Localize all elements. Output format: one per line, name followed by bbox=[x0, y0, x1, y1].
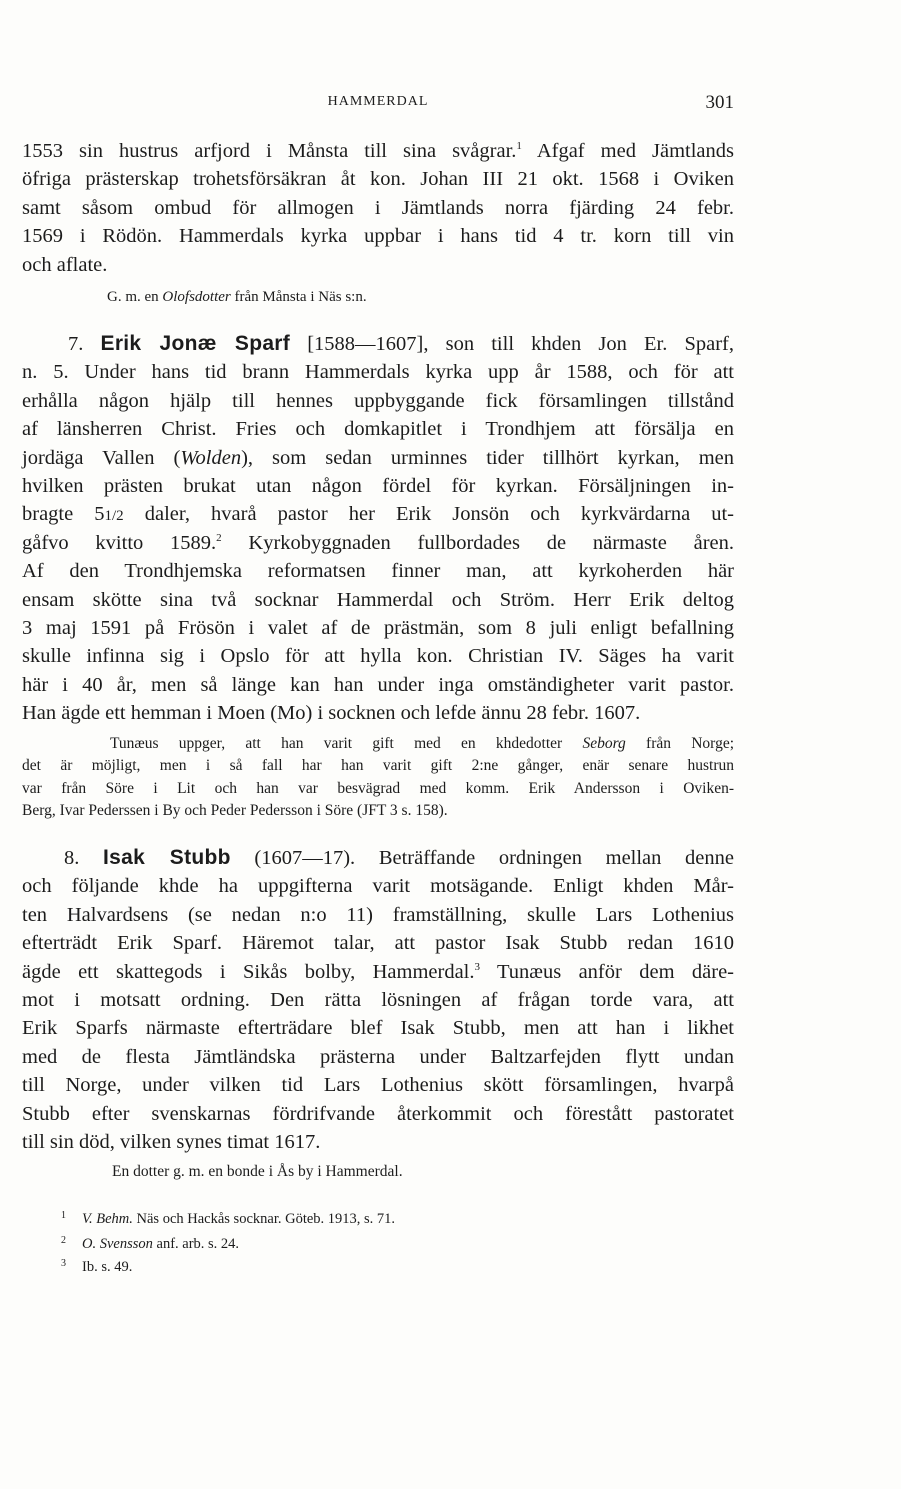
text-line: En dotter g. m. en bonde i Ås by i Hammerdal. bbox=[112, 1163, 403, 1180]
entry-7 bbox=[22, 330, 734, 727]
text-line: skulle infinna sig i Opslo för att hylla kon. Christian IV. Säges ha varit bbox=[22, 645, 734, 668]
marriage-note: G. m. en Olofsdotter från Månsta i Näs s:n. bbox=[107, 289, 367, 305]
entry-heading-line: 8. Isak Stubb (1607—17). Beträffande ordningen mellan denne bbox=[64, 846, 735, 869]
text-line: gåfvo kvitto 1589.$^2$ Kyrkobyggnaden fullbordades de närmaste åren. bbox=[22, 531, 734, 554]
text-line: 1553 sin hustrus arfjord i Månsta till sina svågrar.$^1$ Afgaf med Jämtlands bbox=[22, 140, 734, 162]
running-header bbox=[22, 94, 734, 114]
text-line: ägde ett skattegods i Sikås bolby, Hammerdal.$^3$ Tunæus anför dem däre- bbox=[22, 960, 734, 983]
text-line: samt såsom ombud för allmogen i Jämtlands norra fjärding 24 febr. bbox=[22, 196, 734, 219]
text-line: ensam skötte sina två socknar Hammerdal och Ström. Herr Erik deltog bbox=[22, 588, 734, 611]
text-line: jordäga Vallen (Wolden), som sedan urminnes tider tillhört kyrkan, men bbox=[22, 446, 734, 469]
text-line: här i 40 år, men så länge kan han under inga omständigheter varit pastor. bbox=[22, 673, 734, 696]
text-line: Stubb efter svenskarnas fördrifvande återkommit och förestått pastoratet bbox=[22, 1102, 734, 1125]
text-line: n. 5. Under hans tid brann Hammerdals kyrka upp år 1588, och för att bbox=[22, 361, 734, 384]
text-line: med de flesta Jämtländska prästerna under Baltzarfejden flytt undan bbox=[22, 1045, 734, 1068]
text-line: Han ägde ett hemman i Moen (Mo) i socknen och lefde ännu 28 febr. 1607. bbox=[22, 702, 641, 725]
footnote-2: 2 O. Svensson anf. arb. s. 24. bbox=[61, 1235, 240, 1252]
text-line: och aflate. bbox=[22, 253, 108, 276]
text-line: 1569 i Rödön. Hammerdals kyrka uppbar i hans tid 4 tr. korn till vin bbox=[22, 225, 734, 248]
note-8 bbox=[112, 1161, 672, 1183]
text-line: var från Söre i Lit och han var besvägrad med komm. Erik Andersson i Oviken- bbox=[22, 779, 734, 797]
text-line: Tunæus uppger, att han varit gift med en khdedotter Seborg från Norge; bbox=[110, 735, 734, 752]
entry-8 bbox=[22, 844, 734, 1156]
footnote-3: 3 Ib. s. 49. bbox=[61, 1258, 133, 1275]
text-line: Erik Sparfs närmaste efterträdare blef Isak Stubb, men att han i likhet bbox=[22, 1017, 734, 1040]
text-line: till Norge, under vilken tid Lars Lothenius skött församlingen, hvarpå bbox=[22, 1074, 734, 1097]
text-line: 3 maj 1591 på Frösön i valet af de prästmän, som 8 juli enligt befallning bbox=[22, 616, 734, 639]
text-line: hvilken prästen brukat utan någon fördel för kyrkan. Försäljningen in- bbox=[22, 474, 734, 497]
entry-heading-line: 7. Erik Jonæ Sparf [1588—1607], son till khden Jon Er. Sparf, bbox=[68, 332, 734, 355]
text-line: öfriga prästerskap trohetsförsäkran åt kon. Johan III 21 okt. 1568 i Oviken bbox=[22, 168, 734, 191]
text-line: det är möjligt, men i så fall har han varit gift 2:ne gånger, enär senare hustrun bbox=[22, 757, 734, 775]
text-line: mot i motsatt ordning. Den rätta lösningen af frågan torde vara, att bbox=[22, 988, 734, 1011]
running-title: HAMMERDAL bbox=[327, 94, 429, 109]
person-name: Erik Jonæ Sparf bbox=[100, 332, 291, 355]
text-line: Af den Trondhjemska reformatsen finner man, att kyrkoherden här bbox=[22, 560, 734, 583]
footnote-1: 1 V. Behm. Näs och Hackås socknar. Göteb. 1913, s. 71. bbox=[61, 1210, 396, 1227]
person-name: Isak Stubb bbox=[103, 846, 231, 869]
text-line: och följande khde ha uppgifterna varit motsägande. Enligt khden Mår- bbox=[22, 875, 734, 898]
text-line: till sin död, vilken synes timat 1617. bbox=[22, 1130, 321, 1153]
text-line: bragte 51/2 daler, hvarå pastor her Erik Jonsön och kyrkvärdarna ut- bbox=[22, 503, 734, 526]
text-line: Berg, Ivar Pederssen i By och Peder Pedersson i Söre (JFT 3 s. 158). bbox=[22, 802, 448, 820]
text-line: efterträdt Erik Sparf. Häremot talar, att pastor Isak Stubb redan 1610 bbox=[22, 932, 734, 955]
note-7 bbox=[22, 733, 734, 823]
page-number: 301 bbox=[705, 92, 734, 113]
paragraph-1 bbox=[22, 137, 734, 279]
text-line: erhålla någon hjälp till hennes uppbyggande fick församlingen tillstånd bbox=[22, 389, 734, 412]
text-line: ten Halvardsens (se nedan n:o 11) framställning, skulle Lars Lothenius bbox=[22, 903, 734, 926]
text-line: af länsherren Christ. Fries och domkapitlet i Trondhjem att försälja en bbox=[22, 418, 734, 441]
